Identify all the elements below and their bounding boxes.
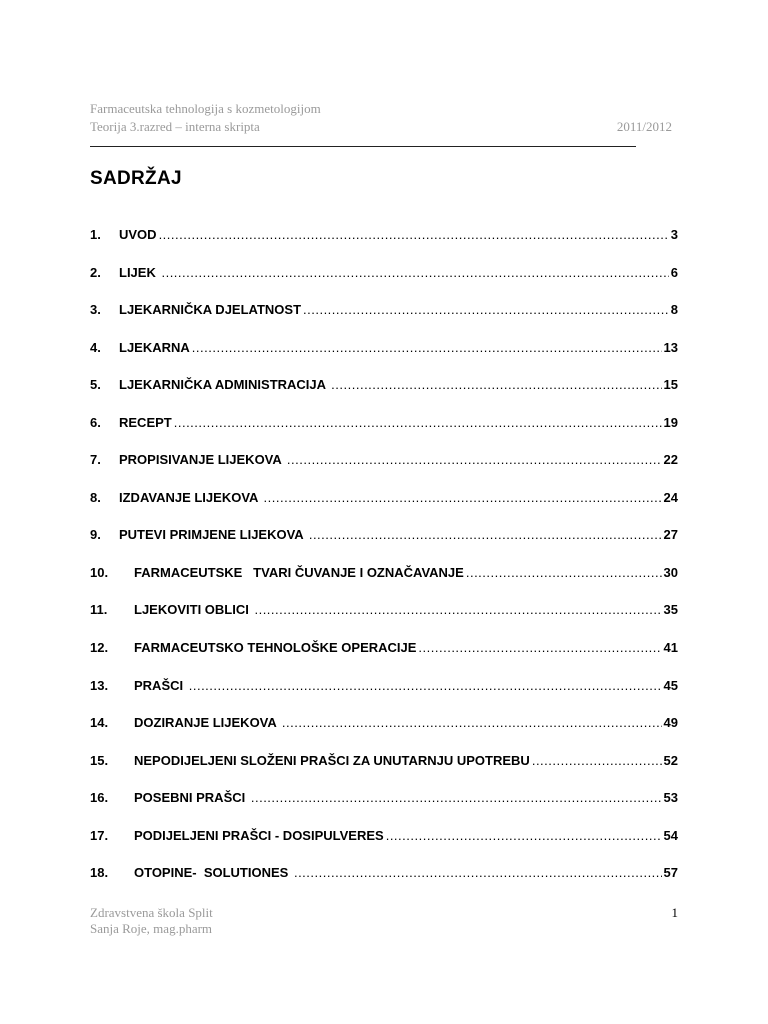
toc-entry[interactable] <box>90 565 678 603</box>
toc-entry-page: 41 <box>663 640 678 656</box>
toc-entry-page: 52 <box>663 752 678 768</box>
toc-dot-leader <box>192 340 662 355</box>
toc-entry-title: IZDAVANJE LIJEKOVA <box>119 489 262 505</box>
toc-entry-title: LJEKARNIČKA ADMINISTRACIJA <box>119 377 330 393</box>
toc-dot-leader <box>282 715 662 730</box>
toc-entry[interactable] <box>90 227 678 265</box>
toc-entry[interactable] <box>90 415 678 453</box>
toc-entry-page: 13 <box>663 339 678 355</box>
toc-entry[interactable] <box>90 640 678 678</box>
toc-entry-title: FARMACEUTSKE TVARI ČUVANJE I OZNAČAVANJE <box>134 564 464 580</box>
toc-entry-title: RECEPT <box>119 414 172 430</box>
toc-entry-title: FARMACEUTSKO TEHNOLOŠKE OPERACIJE <box>134 640 417 656</box>
toc-entry-page: 54 <box>663 827 678 843</box>
toc-entry[interactable] <box>90 452 678 490</box>
toc-entry-number: 11. <box>90 602 108 618</box>
toc-entry-number: 12. <box>90 640 109 656</box>
toc-entry-number: 14. <box>90 715 109 731</box>
toc-entry-title: DOZIRANJE LIJEKOVA <box>134 715 280 731</box>
toc-entry-title: POSEBNI PRAŠCI <box>134 790 249 806</box>
toc-entry-number: 6. <box>90 414 101 430</box>
toc-entry[interactable] <box>90 527 678 565</box>
toc-entry-number: 16. <box>90 790 109 806</box>
toc-dot-leader <box>161 265 668 280</box>
toc-entry-number: 3. <box>90 302 101 318</box>
toc-entry-page: 35 <box>663 602 678 618</box>
toc-entry-number: 15. <box>90 752 109 768</box>
toc-dot-leader <box>254 602 661 617</box>
toc-entry-page: 8 <box>670 302 678 318</box>
toc-entry-number: 9. <box>90 527 101 543</box>
toc-dot-leader <box>189 678 662 693</box>
toc-entry-title: OTOPINE- SOLUTIONES <box>134 865 292 881</box>
toc-entry[interactable] <box>90 265 678 303</box>
toc-entry-page: 27 <box>663 527 678 543</box>
page-footer <box>90 905 678 937</box>
toc-entry-number: 13. <box>90 677 109 693</box>
toc-dot-leader <box>174 415 662 430</box>
toc-entry-page: 3 <box>670 227 678 242</box>
footer-page-number: 1 <box>671 905 678 920</box>
toc-entry-page: 6 <box>670 264 678 280</box>
toc-entry-number: 1. <box>90 227 101 242</box>
toc-entry-page: 19 <box>663 414 678 430</box>
toc-entry[interactable] <box>90 865 678 903</box>
toc-entry[interactable] <box>90 602 678 640</box>
toc-entry-number: 10. <box>90 564 109 580</box>
toc-entry-page: 49 <box>663 715 678 731</box>
toc-dot-leader <box>287 452 662 467</box>
toc-entry-title: PODIJELJENI PRAŠCI - DOSIPULVERES <box>134 827 384 843</box>
toc-entry[interactable] <box>90 340 678 378</box>
toc-entry-number: 8. <box>90 489 101 505</box>
toc-entry-number: 2. <box>90 264 101 280</box>
toc-entry[interactable] <box>90 302 678 340</box>
header-course-title: Farmaceutska tehnologija s kozmetologijom <box>90 101 321 116</box>
toc-entry-title: LJEKOVITI OBLICI <box>134 602 253 618</box>
toc-dot-leader <box>386 828 662 843</box>
toc-entry[interactable] <box>90 715 678 753</box>
toc-dot-leader <box>264 490 662 505</box>
toc-entry-number: 7. <box>90 452 101 468</box>
toc-dot-leader <box>251 790 662 805</box>
toc-entry-title: PRAŠCI <box>134 677 187 693</box>
toc-entry-page: 57 <box>663 865 678 881</box>
toc-entry-page: 30 <box>663 564 678 580</box>
header-subtitle: Teorija 3.razred – interna skripta <box>90 119 260 134</box>
toc-entry[interactable] <box>90 377 678 415</box>
toc-dot-leader <box>309 527 662 542</box>
toc-entry-number: 17. <box>90 827 109 843</box>
toc-dot-leader <box>294 865 662 880</box>
toc-entry-page: 22 <box>663 452 678 468</box>
toc-heading: SADRŽAJ <box>90 168 182 189</box>
toc-dot-leader <box>331 377 661 392</box>
toc-dot-leader <box>303 302 669 317</box>
toc-entry-page: 15 <box>663 377 678 393</box>
toc-entry[interactable] <box>90 828 678 866</box>
toc-entry[interactable] <box>90 490 678 528</box>
toc-entry[interactable] <box>90 790 678 828</box>
toc-entry-title: NEPODIJELJENI SLOŽENI PRAŠCI ZA UNUTARNJU UPOTREBU <box>134 752 530 768</box>
header-year: 2011/2012 <box>616 119 672 134</box>
toc-entry-page: 24 <box>663 489 678 505</box>
toc-entry[interactable] <box>90 753 678 791</box>
toc-entry-number: 5. <box>90 377 101 393</box>
toc-entry-title: LIJEK <box>119 264 160 280</box>
toc-entry-title: UVOD <box>119 227 157 242</box>
toc-dot-leader <box>159 227 669 242</box>
toc-entry-title: LJEKARNA <box>119 339 190 355</box>
page-header <box>90 100 672 136</box>
toc-entry-number: 4. <box>90 339 101 355</box>
toc-entry-page: 45 <box>663 677 678 693</box>
toc-entry-page: 53 <box>663 790 678 806</box>
toc-dot-leader <box>418 640 661 655</box>
toc-entry-title: PROPISIVANJE LIJEKOVA <box>119 452 285 468</box>
toc-entry-title: LJEKARNIČKA DJELATNOST <box>119 302 302 318</box>
toc-dot-leader <box>532 753 662 768</box>
toc-entry[interactable] <box>90 678 678 716</box>
footer-school-name: Zdravstvena škola Split <box>90 905 213 920</box>
header-divider <box>90 146 636 147</box>
toc-entry-number: 18. <box>90 865 109 881</box>
toc-entry-title: PUTEVI PRIMJENE LIJEKOVA <box>119 527 307 543</box>
table-of-contents <box>90 227 678 903</box>
toc-dot-leader <box>466 565 662 580</box>
footer-author: Sanja Roje, mag.pharm <box>90 921 213 936</box>
